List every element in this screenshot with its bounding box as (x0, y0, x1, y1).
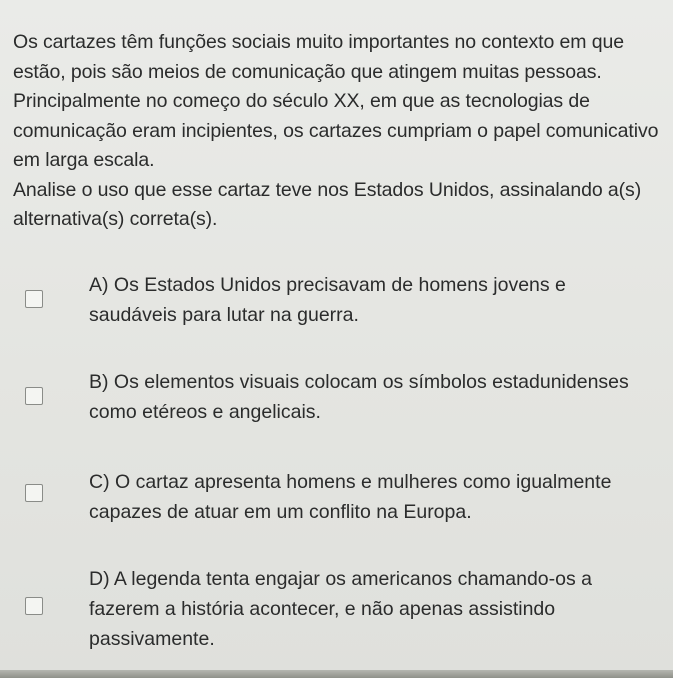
page-bottom-edge (0, 670, 673, 678)
option-a-text: A) Os Estados Unidos precisavam de homens jovens e saudáveis para lutar na guerra. (89, 274, 566, 326)
option-a-checkbox[interactable] (25, 290, 43, 308)
question-statement (13, 28, 663, 235)
option-b-text: B) Os elementos visuais colocam os símbolos estadunidenses como etéreos e angelicais. (89, 371, 629, 423)
option-c-checkbox[interactable] (25, 484, 43, 502)
question-instruction-paragraph: Analise o uso que esse cartaz teve nos Estados Unidos, assinalando a(s) alternativa(s) correta(s). (13, 178, 642, 230)
question-context-paragraph: Os cartazes têm funções sociais muito importantes no contexto em que estão, pois são meios de comunicação que atingem muitas pessoas. Principalmente no começo do século XX, em que as tecnologias de comunicação eram incipientes, os cartazes cumpriam o papel comunicativo em larga escala. (13, 31, 659, 171)
option-d-text: D) A legenda tenta engajar os americanos chamando-os a fazerem a história acontecer, e não apenas assistindo passivamente. (89, 568, 592, 650)
option-d-checkbox[interactable] (25, 597, 43, 615)
option-c-text: C) O cartaz apresenta homens e mulheres como igualmente capazes de atuar em um conflito na Europa. (89, 471, 612, 523)
option-b-checkbox[interactable] (25, 387, 43, 405)
